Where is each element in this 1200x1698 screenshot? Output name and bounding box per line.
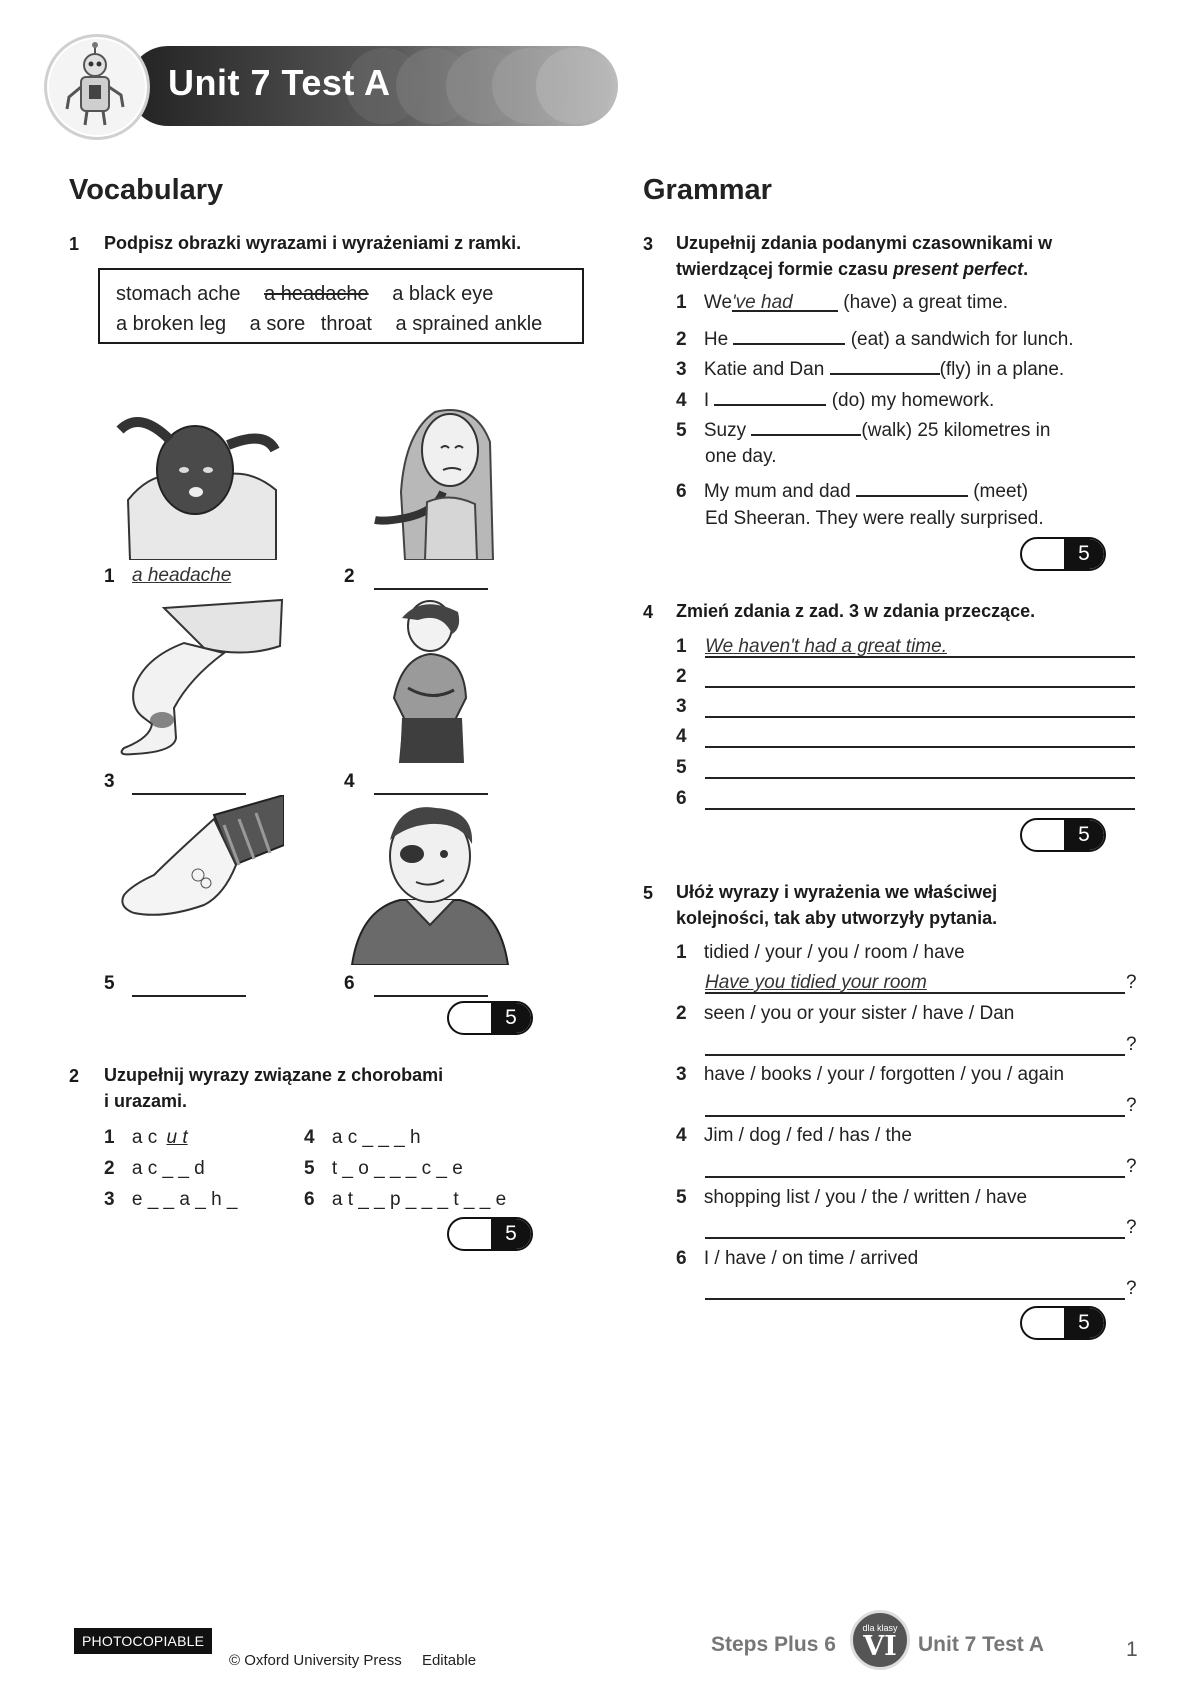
ex3-number: 3 <box>643 234 654 254</box>
ex5-item-2-prompt: seen / you or your sister / have / Dan <box>703 1003 1015 1024</box>
ex4-item-4-number: 4 <box>676 726 687 747</box>
ex3-item-1 <box>676 292 1008 314</box>
ex2-instruction-line-2: i urazami. <box>104 1091 188 1111</box>
ex2-item-2-number: 2 <box>104 1158 115 1179</box>
ex3-item-3 <box>676 355 1064 381</box>
word-box <box>98 268 584 344</box>
headache-illustration <box>100 390 290 560</box>
ex3-item-6-rest: (meet) <box>967 481 1029 502</box>
ex3-instruction-line-2-text: twierdzącej formie czasu <box>676 259 894 279</box>
ex5-item-6-qmark: ? <box>1126 1278 1137 1299</box>
ex2-item-1-number: 1 <box>104 1127 115 1148</box>
ex1-number: 1 <box>69 234 80 254</box>
caption-1-answer: a headache <box>132 565 232 586</box>
ex3-item-1-rest: (have) a great time. <box>838 292 1009 313</box>
ex5-item-1-number: 1 <box>676 942 687 963</box>
ex4-item-3-number: 3 <box>676 696 687 717</box>
ex5-item-1-line[interactable] <box>705 972 1125 994</box>
editable-label: Editable <box>421 1652 477 1669</box>
ex5-item-5-qmark: ? <box>1126 1217 1137 1238</box>
footer-brand: Steps Plus 6 <box>711 1633 836 1656</box>
ex3-item-2-number: 2 <box>676 329 687 350</box>
ex2-item-3 <box>104 1189 238 1211</box>
header-banner <box>44 34 624 138</box>
ex5-instruction-line-1: Ułóż wyrazy i wyrażenia we właściwej <box>676 882 998 902</box>
page-title: Unit 7 Test A <box>168 62 391 103</box>
ex5-item-4-qmark: ? <box>1126 1156 1137 1177</box>
word-throat: throat <box>320 313 372 335</box>
word-a-headache: a headache <box>264 283 369 305</box>
page-number: 1 <box>1126 1638 1138 1661</box>
ex2-item-1 <box>104 1127 188 1149</box>
caption-6-blank[interactable] <box>374 973 488 997</box>
ex4-item-2-line[interactable] <box>705 666 1135 688</box>
ex3-item-3-number: 3 <box>676 359 687 380</box>
ex5-item-2-qmark: ? <box>1126 1034 1137 1055</box>
ex3-item-3-subject: Katie and Dan <box>703 359 825 380</box>
ex3-item-5-number: 5 <box>676 420 687 441</box>
ex5-item-1-qmark: ? <box>1126 972 1137 993</box>
ex3-item-5 <box>676 416 1050 442</box>
word-a-sprained-ankle: a sprained ankle <box>395 313 543 335</box>
ex4-item-3-line[interactable] <box>705 696 1135 718</box>
ex3-item-5-continuation: one day. <box>705 446 777 467</box>
ex5-item-1-answer: Have you tidied your room <box>705 972 927 993</box>
ex3-item-4-subject: I <box>703 390 710 411</box>
black-eye-illustration <box>340 800 520 965</box>
ex1-score: 5 <box>505 1006 517 1029</box>
ex2-item-2 <box>104 1158 205 1180</box>
ex3-instruction-line-1: Uzupełnij zdania podanymi czasownikami w <box>676 233 1053 253</box>
ex3-item-1-number: 1 <box>676 292 687 313</box>
ex2-item-2-word[interactable]: a c _ _ d <box>131 1158 205 1179</box>
ex2-item-4 <box>304 1127 421 1149</box>
caption-2-blank[interactable] <box>374 566 488 590</box>
caption-5-blank[interactable] <box>132 973 246 997</box>
ex4-item-2-number: 2 <box>676 666 687 687</box>
ex4-item-1-line[interactable] <box>705 636 1135 658</box>
ex3-item-2 <box>676 325 1074 351</box>
caption-1-number: 1 <box>104 566 115 587</box>
ex5-item-5 <box>676 1187 1027 1209</box>
broken-leg-illustration <box>114 795 284 940</box>
ex3-item-2-rest: (eat) a sandwich for lunch. <box>845 329 1074 350</box>
ex3-item-3-blank[interactable] <box>830 355 940 375</box>
stomach-ache-illustration <box>372 598 502 763</box>
grammar-heading: Grammar <box>643 174 772 206</box>
ex4-number: 4 <box>643 602 654 622</box>
caption-4-blank[interactable] <box>374 771 488 795</box>
ex2-item-6-number: 6 <box>304 1189 315 1210</box>
ex2-item-6 <box>304 1189 506 1211</box>
footer-unit: Unit 7 Test A <box>918 1633 1045 1656</box>
caption-4-number: 4 <box>344 771 355 792</box>
ex3-item-6-continuation: Ed Sheeran. They were really surprised. <box>705 508 1044 529</box>
ex5-item-1 <box>676 942 965 964</box>
ex1-instruction: Podpisz obrazki wyrazami i wyrażeniami z ramki. <box>104 233 522 253</box>
sore-throat-illustration <box>365 392 515 560</box>
ex3-item-6 <box>676 477 1028 503</box>
ex3-item-1-answer[interactable]: 've had <box>732 292 838 312</box>
ex5-item-4 <box>676 1125 912 1147</box>
copyright-text: © Oxford University Press <box>229 1652 402 1669</box>
ex5-instruction-line-2: kolejności, tak aby utworzyły pytania. <box>676 908 998 928</box>
ex5-item-2 <box>676 1003 1014 1025</box>
ex3-item-6-subject: My mum and dad <box>703 481 851 502</box>
sprained-ankle-illustration <box>104 598 284 758</box>
ex3-score-pill <box>1020 537 1106 571</box>
ex4-score: 5 <box>1078 823 1090 846</box>
word-box-row-1 <box>116 283 511 306</box>
ex5-item-6-prompt: I / have / on time / arrived <box>703 1248 919 1269</box>
ex5-item-5-number: 5 <box>676 1187 687 1208</box>
ex2-item-1-answer: u t <box>166 1127 188 1148</box>
ex5-number: 5 <box>643 883 654 903</box>
ex4-instruction: Zmień zdania z zad. 3 w zdania przeczące. <box>676 601 1036 621</box>
ex3-item-3-rest: (fly) in a plane. <box>939 359 1065 380</box>
ex4-item-6-number: 6 <box>676 788 687 809</box>
ex3-item-4-rest: (do) my homework. <box>826 390 995 411</box>
ex3-item-4-number: 4 <box>676 390 687 411</box>
ex3-instruction-line-2 <box>676 257 1028 282</box>
word-a-black-eye: a black eye <box>392 283 494 305</box>
ex5-item-4-prompt: Jim / dog / fed / has / the <box>703 1125 912 1146</box>
ex4-item-1-number: 1 <box>676 636 687 657</box>
ex1-score-pill <box>447 1001 533 1035</box>
ex5-item-2-line[interactable] <box>705 1034 1125 1056</box>
photocopiable-badge: PHOTOCOPIABLE <box>74 1628 212 1654</box>
ex4-item-5-line[interactable] <box>705 757 1135 779</box>
ex2-instruction-line-1: Uzupełnij wyrazy związane z chorobami <box>104 1065 444 1085</box>
ex2-score: 5 <box>505 1222 517 1245</box>
ex5-score-pill <box>1020 1306 1106 1340</box>
ex3-item-4 <box>676 386 994 412</box>
ex3-item-5-blank[interactable] <box>751 416 861 436</box>
class-badge-big: VI <box>863 1631 897 1662</box>
ex5-item-6-line[interactable] <box>705 1278 1125 1300</box>
ex3-instruction-period: . <box>1023 259 1029 279</box>
ex5-item-3-number: 3 <box>676 1064 687 1085</box>
ex5-item-3 <box>676 1064 1064 1086</box>
ex3-item-6-number: 6 <box>676 481 687 502</box>
robot-logo <box>44 34 150 140</box>
ex2-item-4-word[interactable]: a c _ _ _ h <box>331 1127 421 1148</box>
ex3-item-2-blank[interactable] <box>733 325 845 345</box>
ex5-item-6 <box>676 1248 918 1270</box>
ex2-item-5-number: 5 <box>304 1158 315 1179</box>
ex3-item-2-subject: He <box>703 329 729 350</box>
ex4-score-pill <box>1020 818 1106 852</box>
caption-6-number: 6 <box>344 973 355 994</box>
ex3-instruction-present-perfect: present perfect <box>893 259 1024 279</box>
ex2-item-5 <box>304 1158 463 1180</box>
ex3-item-6-blank[interactable] <box>856 477 968 497</box>
ex5-item-4-number: 4 <box>676 1125 687 1146</box>
ex5-item-5-prompt: shopping list / you / the / written / have <box>703 1187 1028 1208</box>
ex3-item-1-subject: We <box>703 292 733 313</box>
class-badge <box>850 1610 910 1670</box>
ex3-score: 5 <box>1078 542 1090 565</box>
ex5-item-3-prompt: have / books / your / forgotten / you / again <box>703 1064 1065 1085</box>
ex2-item-4-number: 4 <box>304 1127 315 1148</box>
ex5-item-1-prompt: tidied / your / you / room / have <box>703 942 965 963</box>
vocabulary-heading: Vocabulary <box>69 174 224 206</box>
caption-3-number: 3 <box>104 771 115 792</box>
caption-2-number: 2 <box>344 566 355 587</box>
ex3-item-5-subject: Suzy <box>703 420 747 441</box>
word-box-row-2 <box>116 313 560 336</box>
word-stomach-ache: stomach ache <box>116 283 241 305</box>
word-a-sore: a sore <box>249 313 306 335</box>
caption-5-number: 5 <box>104 973 115 994</box>
ex2-item-3-number: 3 <box>104 1189 115 1210</box>
ex2-item-1-pre: a c <box>131 1127 158 1148</box>
ex5-item-3-line[interactable] <box>705 1095 1125 1117</box>
ex2-score-pill <box>447 1217 533 1251</box>
ex5-item-4-line[interactable] <box>705 1156 1125 1178</box>
ex4-item-6-line[interactable] <box>705 788 1135 810</box>
ex2-item-5-word[interactable]: t _ o _ _ _ c _ e <box>331 1158 463 1179</box>
ex3-item-5-rest: (walk) 25 kilometres in <box>861 420 1051 441</box>
caption-3-blank[interactable] <box>132 771 246 795</box>
ex5-item-5-line[interactable] <box>705 1217 1125 1239</box>
ex5-item-6-number: 6 <box>676 1248 687 1269</box>
word-a-broken-leg: a broken leg <box>116 313 227 335</box>
class-badge-small: dla klasy <box>862 1623 898 1633</box>
ex4-item-1-answer: We haven't had a great time. <box>705 636 947 657</box>
ex5-item-2-number: 2 <box>676 1003 687 1024</box>
ex3-item-4-blank[interactable] <box>714 386 826 406</box>
footer-copyright <box>229 1652 476 1669</box>
ex2-item-3-word[interactable]: e _ _ a _ h _ <box>131 1189 238 1210</box>
ex2-item-6-word[interactable]: a t _ _ p _ _ _ t _ _ e <box>331 1189 507 1210</box>
ex2-number: 2 <box>69 1066 80 1086</box>
ex5-item-3-qmark: ? <box>1126 1095 1137 1116</box>
ex4-item-4-line[interactable] <box>705 726 1135 748</box>
ex5-score: 5 <box>1078 1311 1090 1334</box>
ex4-item-5-number: 5 <box>676 757 687 778</box>
robot-icon <box>47 37 147 137</box>
